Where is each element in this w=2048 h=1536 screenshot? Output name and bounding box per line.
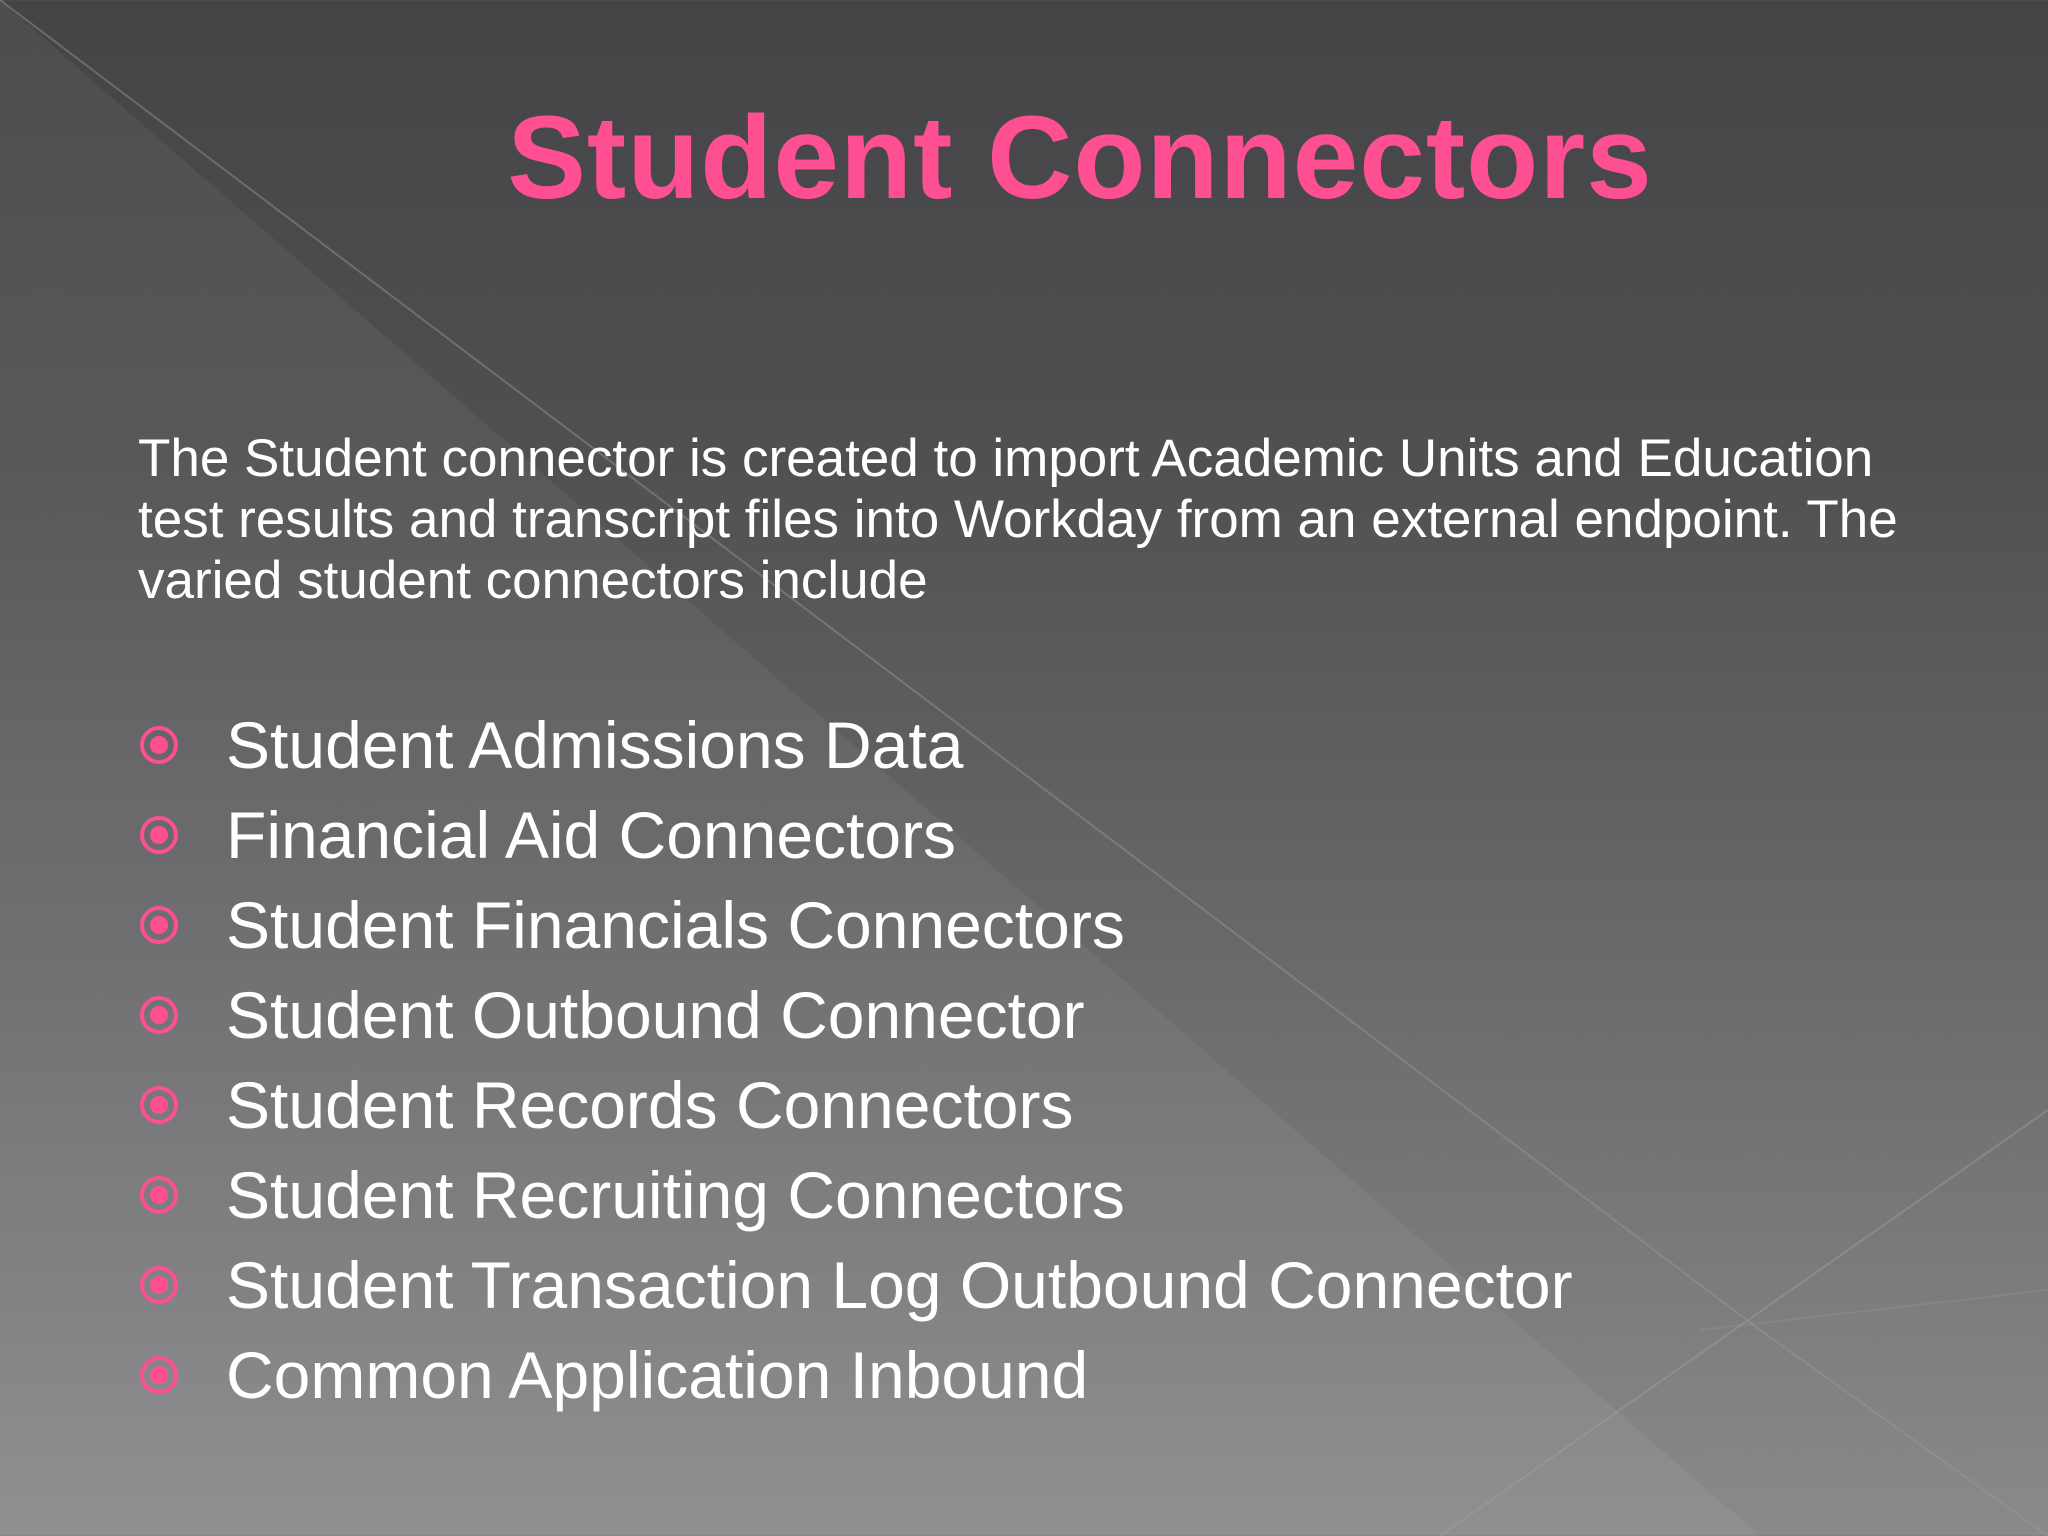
list-item-label: Student Admissions Data (226, 708, 964, 782)
list-item-label: Common Application Inbound (226, 1338, 1089, 1412)
list-item-label: Financial Aid Connectors (226, 798, 957, 872)
list-item (138, 1150, 1573, 1240)
list-item-label: Student Transaction Log Outbound Connector (226, 1248, 1573, 1322)
list-item (138, 970, 1573, 1060)
radio-bullet-icon (138, 1084, 180, 1126)
list-item (138, 1240, 1573, 1330)
list-item-label: Student Financials Connectors (226, 888, 1125, 962)
list-item (138, 1060, 1573, 1150)
list-item-label: Student Records Connectors (226, 1068, 1074, 1142)
connector-list (138, 700, 1573, 1420)
radio-bullet-icon (138, 1354, 180, 1396)
list-item-label: Student Outbound Connector (226, 978, 1085, 1052)
radio-bullet-icon (138, 904, 180, 946)
list-item-label: Student Recruiting Connectors (226, 1158, 1125, 1232)
intro-paragraph: The Student connector is created to import Academic Units and Education test results and transcript files into Workday from an external endpoint. The varied student connectors include (138, 429, 1898, 610)
radio-bullet-icon (138, 724, 180, 766)
list-item (138, 790, 1573, 880)
radio-bullet-icon (138, 814, 180, 856)
list-item (138, 700, 1573, 790)
list-item (138, 880, 1573, 970)
slide-title: Student Connectors (507, 92, 1653, 224)
radio-bullet-icon (138, 1264, 180, 1306)
radio-bullet-icon (138, 994, 180, 1036)
list-item (138, 1330, 1573, 1420)
radio-bullet-icon (138, 1174, 180, 1216)
